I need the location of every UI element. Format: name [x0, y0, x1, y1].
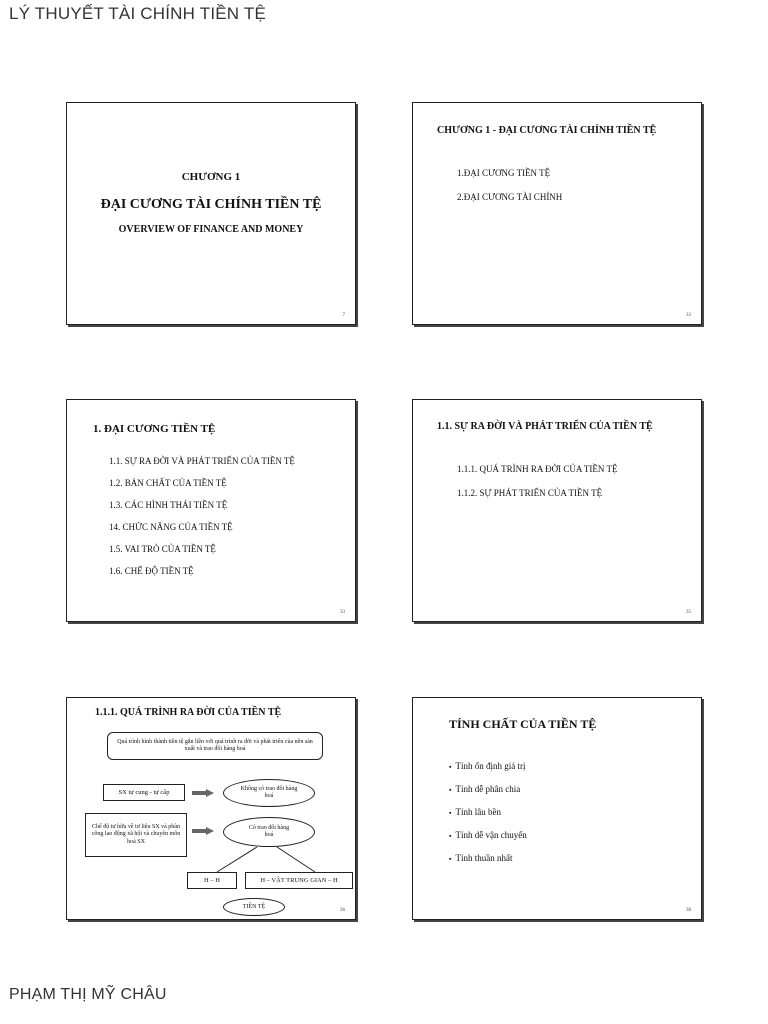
exchange-ellipse: Có trao đổi hàng hoá	[223, 817, 315, 847]
barter-box: H – H	[187, 872, 237, 889]
slide-number: 36	[340, 908, 345, 913]
list-item: ▪ Tính lâu bền	[449, 807, 527, 819]
slide-2	[412, 102, 702, 325]
slide-3	[66, 399, 356, 622]
division-of-labor-box: Chế độ tư hữu về tư liệu SX và phân công lao động xã hội và chuyên môn hoá SX	[85, 813, 187, 857]
slide-1-chapter: CHƯƠNG 1	[181, 171, 241, 183]
slide-number: 38	[686, 908, 691, 913]
slide-number: 7	[342, 313, 345, 318]
slide-2-title: CHƯƠNG 1 - ĐẠI CƯƠNG TÀI CHÍNH TIỀN TỆ	[437, 125, 657, 136]
slide-4-title: 1.1. SỰ RA ĐỜI VÀ PHÁT TRIỂN CỦA TIỀN TỆ	[437, 421, 653, 432]
list-item: 1.1. SỰ RA ĐỜI VÀ PHÁT TRIỂN CỦA TIỀN TỆ	[109, 456, 295, 466]
slide-number: 33	[340, 610, 345, 615]
list-item: 1.2. BẢN CHẤT CỦA TIỀN TỆ	[109, 478, 227, 488]
slide-6-title: TÍNH CHẤT CỦA TIỀN TỆ	[449, 717, 597, 731]
slide-5	[66, 697, 356, 920]
intermediary-box: H – VẬT TRUNG GIAN – H	[245, 872, 353, 889]
list-item: ▪ Tính dễ vận chuyển	[449, 830, 527, 842]
slide-3-title: 1. ĐẠI CƯƠNG TIỀN TỆ	[93, 423, 216, 435]
slide-5-title: 1.1.1. QUÁ TRÌNH RA ĐỜI CỦA TIỀN TỆ	[95, 707, 282, 718]
list-item: 1.3. CÁC HÌNH THÁI TIỀN TỆ	[109, 500, 228, 510]
list-item: 1.1.1. QUÁ TRÌNH RA ĐỜI CỦA TIỀN TỆ	[457, 464, 618, 474]
slide-4-list	[457, 464, 618, 499]
slide-number: 33	[686, 313, 691, 318]
list-item: 2.ĐẠI CƯƠNG TÀI CHÍNH	[457, 192, 563, 202]
slide-6	[412, 697, 702, 920]
list-item: ▪ Tính dễ phân chia	[449, 784, 527, 796]
slide-3-list	[109, 456, 295, 577]
document-footer: PHẠM THỊ MỸ CHÂU	[9, 986, 167, 1003]
slide-1-subtitle: OVERVIEW OF FINANCE AND MONEY	[118, 224, 304, 235]
slide-6-list	[449, 761, 527, 876]
list-item: ▪ Tính thuần nhất	[449, 853, 527, 865]
slide-1	[66, 102, 356, 325]
list-item: 1.ĐẠI CƯƠNG TIỀN TỆ	[457, 168, 551, 178]
intro-box: Quá trình hình thành tiền tệ gắn liền với quá trình ra đời và phát triển của nền sản xuất và trao đổi hàng hoá	[107, 732, 323, 760]
slide-4	[412, 399, 702, 622]
list-item: 1.1.2. SỰ PHÁT TRIỂN CỦA TIỀN TỆ	[457, 488, 603, 498]
slide-2-list	[457, 168, 562, 203]
subsistence-production-box: SX tự cung - tự cấp	[103, 784, 185, 801]
slide-1-title: ĐẠI CƯƠNG TÀI CHÍNH TIỀN TỆ	[100, 197, 322, 212]
list-item: 14. CHỨC NĂNG CỦA TIỀN TỆ	[109, 522, 233, 532]
money-ellipse: TIỀN TỆ	[223, 898, 285, 916]
list-item: ▪ Tính ổn định giá trị	[449, 761, 527, 773]
no-exchange-ellipse: Không có trao đổi hàng hoá	[223, 779, 315, 807]
document-header: LÝ THUYẾT TÀI CHÍNH TIỀN TỆ	[9, 4, 266, 23]
slide-number: 35	[686, 610, 691, 615]
list-item: 1.5. VAI TRÒ CỦA TIỀN TỆ	[109, 544, 216, 554]
list-item: 1.6. CHẾ ĐỘ TIỀN TỆ	[109, 566, 194, 576]
